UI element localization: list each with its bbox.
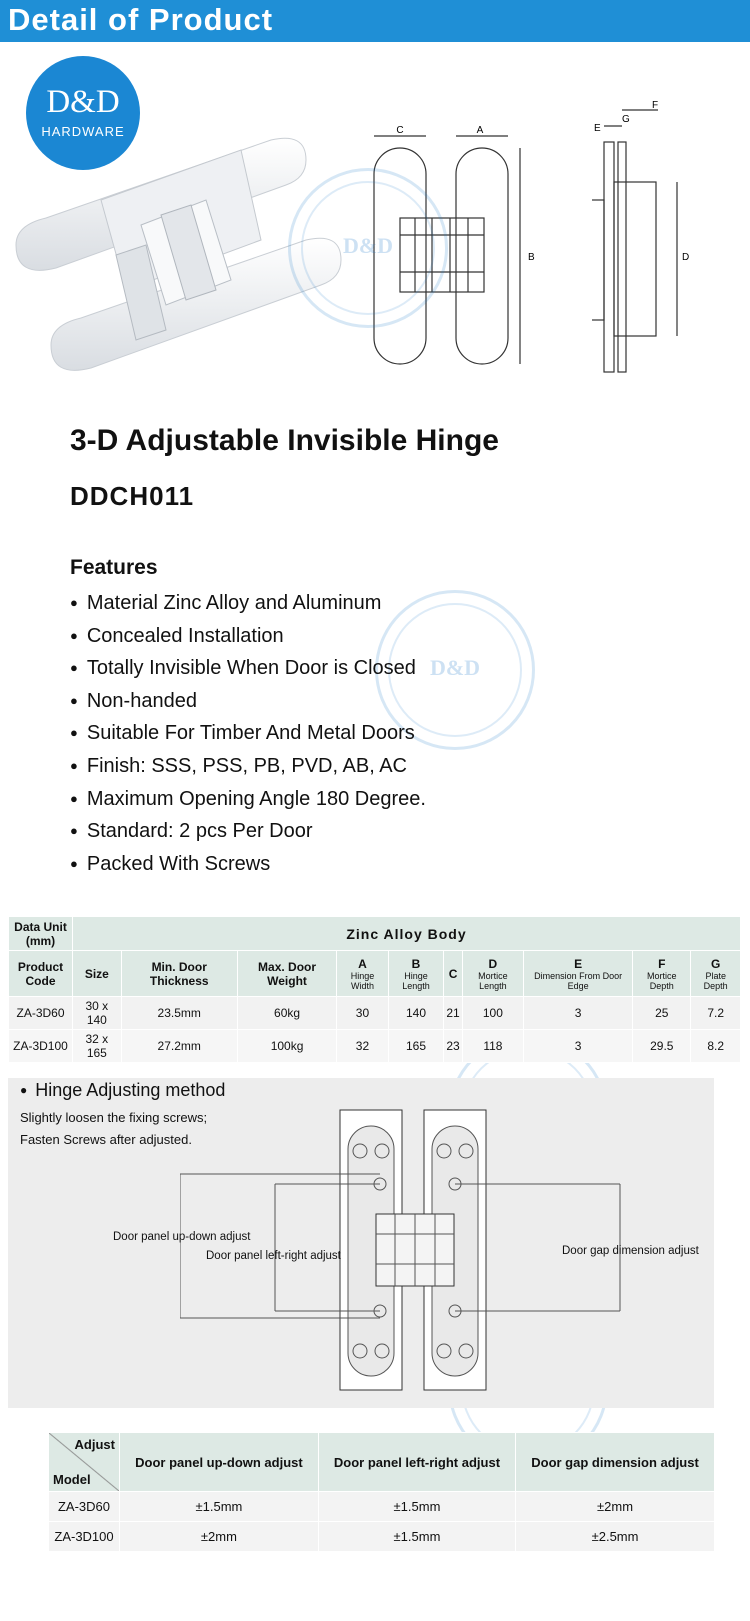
feature-item: ● Packed With Screws xyxy=(70,849,426,882)
feature-item: ● Finish: SSS, PSS, PB, PVD, AB, AC xyxy=(70,751,426,784)
col-header: B Hinge Length xyxy=(388,951,444,997)
col-header: Door panel up-down adjust xyxy=(120,1433,319,1492)
label-gap: Door gap dimension adjust xyxy=(562,1245,699,1257)
dim-label-e: E xyxy=(594,123,601,134)
table-row: ZA-3D60 ±1.5mm ±1.5mm ±2mm xyxy=(49,1492,715,1522)
label-left-right: Door panel left-right adjust xyxy=(206,1250,341,1262)
unit-label: Data Unit (mm) xyxy=(9,917,73,951)
dim-label-a: A xyxy=(476,125,484,136)
col-header: Max. Door Weight xyxy=(237,951,337,997)
features-list xyxy=(70,588,426,881)
feature-item: ● Non-handed xyxy=(70,686,426,719)
col-header: F Mortice Depth xyxy=(633,951,691,997)
feature-item: ● Suitable For Timber And Metal Doors xyxy=(70,718,426,751)
spec-table xyxy=(8,916,741,1063)
col-header: Size xyxy=(73,951,122,997)
feature-item: ● Totally Invisible When Door is Closed xyxy=(70,653,426,686)
dim-label-f: F xyxy=(652,100,659,111)
adjusting-note: Slightly loosen the fixing screws; Fasten Screws after adjusted. xyxy=(20,1110,208,1147)
feature-item: ● Material Zinc Alloy and Aluminum xyxy=(70,588,426,621)
dim-label-c: C xyxy=(396,125,404,136)
col-header: A Hinge Width xyxy=(337,951,388,997)
product-model: DDCH011 xyxy=(70,481,195,511)
feature-item: ● Maximum Opening Angle 180 Degree. xyxy=(70,784,426,817)
feature-item: ● Standard: 2 pcs Per Door xyxy=(70,816,426,849)
col-header: Door panel left-right adjust xyxy=(318,1433,515,1492)
col-header: Min. Door Thickness xyxy=(121,951,237,997)
features-heading: Features xyxy=(70,556,158,579)
corner-header: Adjust Model xyxy=(49,1433,120,1492)
hinge-product-image xyxy=(6,130,346,400)
table-row: ZA-3D100 32 x 165 27.2mm 100kg 32 165 23 118 3 29.5 8.2 xyxy=(9,1030,741,1063)
watermark-text: D&D xyxy=(342,233,394,258)
adjust-table xyxy=(48,1432,715,1552)
hinge-side-drawing xyxy=(592,100,702,380)
watermark-text: D&D xyxy=(429,655,481,680)
product-title: 3-D Adjustable Invisible Hinge xyxy=(70,424,499,457)
label-up-down: Door panel up-down adjust xyxy=(113,1231,251,1243)
header-title: Detail of Product xyxy=(8,2,274,37)
hinge-dimension-drawing xyxy=(370,100,550,380)
table-row: ZA-3D60 30 x 140 23.5mm 60kg 30 140 21 100 3 25 7.2 xyxy=(9,997,741,1030)
header-bar xyxy=(0,0,750,42)
dim-label-b: B xyxy=(528,252,535,263)
feature-item: ● Concealed Installation xyxy=(70,621,426,654)
logo-sub-text: HARDWARE xyxy=(41,124,125,139)
col-header: Product Code xyxy=(9,951,73,997)
col-header: D Mortice Length xyxy=(462,951,523,997)
dim-label-g: G xyxy=(622,114,630,125)
col-header: G Plate Depth xyxy=(691,951,741,997)
table-row: ZA-3D100 ±2mm ±1.5mm ±2.5mm xyxy=(49,1522,715,1552)
col-header: E Dimension From Door Edge xyxy=(524,951,633,997)
body-title: Zinc Alloy Body xyxy=(73,917,741,951)
dim-label-d: D xyxy=(682,252,690,263)
adjusting-heading: ● Hinge Adjusting method xyxy=(20,1080,225,1101)
col-header: Door gap dimension adjust xyxy=(516,1433,715,1492)
logo-main-text: D&D xyxy=(46,84,120,120)
col-header: C xyxy=(444,951,462,997)
